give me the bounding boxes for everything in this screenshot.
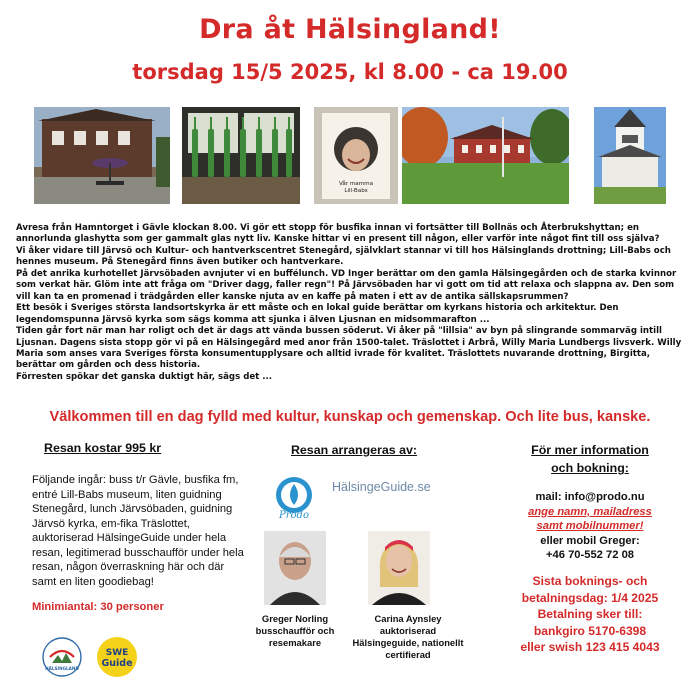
contact-mobile-label: eller mobil Greger: (540, 534, 640, 547)
page-title: Dra åt Hälsingland! (199, 14, 501, 45)
event-date-time: torsdag 15/5 2025, kl 8.00 - ca 19.00 (132, 60, 568, 84)
carina-name: Carina Aynsley (374, 613, 442, 624)
paragraph-jarvso: Vi åker vidare till Järvsö och Kultur- och hantverkscentret Stenegård, självklart stannar vi till hos Hälsinglands drottning; Lill-Babs och hennes museum. På Stenegård finns även butiker och hantverkare. (16, 245, 671, 268)
contact-phone[interactable]: +46 70-552 72 08 (545, 549, 635, 562)
paragraph-departure: Avresa från Hamntorget i Gävle klockan 8.00. Vi gör ett stopp för busfika innan vi fortsätter till Bollnäs och Återbrukshyttan; en annorlunda glashytta som ger gammalt glas nytt liv. Kanske hittar vi en present till någon, eller varför inte något fint till oss själva? (16, 223, 660, 245)
carina-caption (348, 613, 468, 661)
greger-portrait (264, 531, 326, 605)
prodo-logo-text: Prodo (279, 510, 309, 521)
swe-guide-line1: SWE (105, 648, 129, 658)
contact-note-line1: ange namn, mailadress (528, 505, 652, 518)
paragraph-lunch: På det anrika kurhotellet Järvsöbaden avnjuter vi en buffélunch. VD Inger berättar om den gamla Hälsingegården och de starka kvinnor som verkat här. Glöm inte att fråga om "Driver dagg, faller regn"! På Järvsöbaden har vi gott om tid att relaxa och slappna av. Den som vill kan ta en promenad i trädgården eller kanske njuta av en kaffe på maten i ett av de antika sällskapsrummen? (16, 268, 677, 302)
book-cover-line1: Vår mamma (338, 181, 374, 187)
booking-line1: Sista boknings- och (532, 574, 648, 588)
booking-bankgiro: bankgiro 5170-6398 (533, 623, 647, 638)
organizer-heading: Resan arrangeras av: (290, 443, 418, 457)
book-cover-photo (314, 107, 398, 204)
halsingland-logo-text: HÄLSINGLAND (45, 666, 79, 671)
contact-info (490, 490, 690, 563)
halsingeguide-logo: HälsingeGuide.se (332, 480, 431, 494)
booking-line2: betalningsdag: 1/4 2025 (521, 590, 659, 605)
booking-swish: eller swish 123 415 4043 (520, 640, 660, 655)
paragraph-church: Ett besök i Sveriges största landsortskyrka är ett måste och en lokal guide berättar om kyrkans historia och arkitektur. Den legendomspunna Järvsö kyrka som sägs komma att sjunka i älven Ljusnan en midsommarafton ... (16, 303, 619, 325)
paragraph-return: Tiden går fort när man har roligt och det är dags att vända bussen söderut. Vi åker på "lillsia" av byn på slingrande sommarväg intill Ljusnan. Dagens sista stopp gör vi på en Hälsingegård med anor från 1500-talet. Träslottet i Arbrå, Willy Maria Lundbergs livsverk. Willy Maria som anses vara Sveriges första konsumentupplysare och alltid ivrade för kvalitet. Träslottets nuvarande drottning, Birgitta, berättar om gården och dess historia. (16, 326, 682, 371)
farmhouse-photo (34, 107, 170, 204)
halsingland-logo (42, 637, 82, 677)
carina-role: auktoriserad Hälsingeguide, nationellt certifierad (352, 625, 464, 660)
booking-info (500, 573, 680, 656)
greger-name: Greger Norling (261, 613, 329, 624)
greger-caption (250, 613, 340, 649)
contact-heading (510, 441, 670, 477)
swe-guide-line2: Guide (101, 658, 133, 669)
contact-heading-line1: För mer information (531, 443, 649, 457)
paragraph-ghost: Förresten spökar det ganska duktigt här, sägs det ... (16, 371, 273, 382)
price-includes: Följande ingår: buss t/r Gävle, busfika fm, entré Lill-Babs museum, liten guidning Stenegård, lunch Järvsöbaden, guidning Järvsö kyrka, em-fika Träslottet, auktoriserad HälsingeGuide under hela resan, legitimerad busschaufför under hela resan, någon överraskning här och där samt en liten goodiebag! (32, 474, 244, 588)
price-heading: Resan kostar 995 kr (44, 441, 162, 455)
swe-guide-logo (96, 636, 138, 678)
contact-mail[interactable]: mail: info@prodo.nu (535, 491, 645, 503)
photo-strip (34, 107, 666, 204)
book-cover-line2: Lill-Babs (344, 188, 368, 194)
manor-garden-photo (402, 107, 569, 204)
trip-description (16, 223, 688, 383)
carina-portrait (368, 531, 430, 605)
contact-heading-line2: och bokning: (551, 461, 629, 475)
booking-line3: Betalning sker till: (537, 607, 643, 622)
prodo-logo (270, 473, 326, 521)
green-bottles-photo (182, 107, 300, 204)
contact-note-line2: samt mobilnummer! (536, 520, 644, 533)
white-church-photo (594, 107, 666, 204)
minimum-participants: Minimiantal: 30 personer (32, 601, 164, 613)
welcome-tagline: Välkommen till en dag fylld med kultur, kunskap och gemenskap. Och lite bus, kanske. (49, 409, 651, 425)
greger-role: busschaufför och resemakare (255, 625, 335, 648)
